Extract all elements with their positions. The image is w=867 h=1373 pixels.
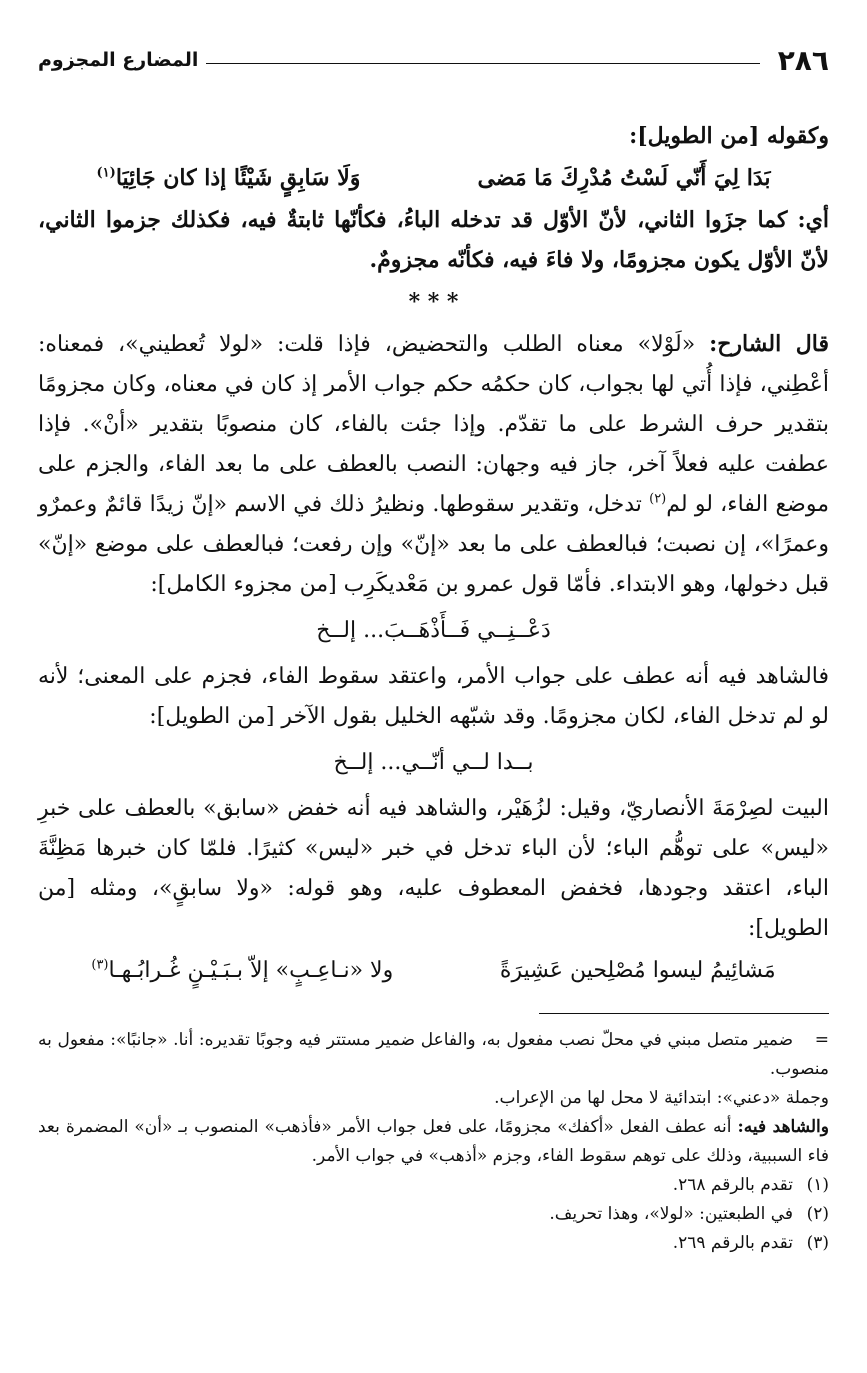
paragraph-1: أي: كما جزَوا الثاني، لأنّ الأوّل قد تدخله الباءُ، فكأنّها ثابتةٌ فيه، فكذلك جزموا الثاني، لأنّ الأوّل يكون مجزومًا، ولا فاءَ فيه، فكأنّه مجزومٌ. — [38, 207, 829, 273]
paragraph-3: فالشاهد فيه أنه عطف على جواب الأمر، واعتقد سقوط الفاء، فجزم على المعنى؛ لأنه لو لم تدخل الفاء، لكان مجزومًا. وقد شبّهه الخليل بقول الآخر [من الطويل]: — [38, 664, 829, 729]
paragraph-4: البيت لصِرْمَةَ الأنصاريّ، وقيل: لزُهَيْر، والشاهد فيه أنه خفض «سابق» بالعطف على خبرِ «ليس» على توهُّم الباء؛ لأن الباء تدخل في خبر «ليس» كثيرًا. فلمّا كان خبرها مَظِنَّةَ الباء، اعتقد وجودها، فخفض المعطوف عليه، وهو قوله: «ولا سابقٍ»، ومثله [من الطويل]: — [38, 796, 829, 941]
verse-1 — [38, 158, 829, 198]
verse-4-first-hemistich: مَشائِيمُ ليسوا مُصْلِحين عَشِيرَةً — [499, 958, 776, 983]
shahid-label: والشاهد فيه: — [737, 1117, 829, 1137]
footnotes — [38, 1026, 829, 1258]
continuation-mark: = — [814, 1030, 829, 1050]
main-text — [38, 116, 829, 991]
footnote-text: تقدم بالرقم ٢٦٩. — [672, 1233, 793, 1253]
section-divider-stars: * * * — [408, 289, 459, 315]
footnote-continuation-1: =ضمير متصل مبني في محلّ نصب مفعول به، والفاعل ضمير مستتر فيه وجوبًا تقديره: أنا. «جانبًا»: مفعول به منصوب. — [38, 1026, 829, 1084]
footnote-number: (١) — [806, 1175, 829, 1195]
page-header — [38, 40, 829, 80]
footnote-continuation-2: وجملة «دعني»: ابتدائية لا محل لها من الإعراب. — [494, 1088, 829, 1108]
verse-4 — [38, 951, 829, 991]
footnote-item — [38, 1200, 829, 1229]
footnote-item — [38, 1229, 829, 1258]
footnote-ref-1: (١) — [96, 165, 116, 181]
footnote-separator — [539, 1013, 829, 1014]
footnote-text: في الطبعتين: «لولا»، وهذا تحريف. — [549, 1204, 793, 1224]
running-title: المضارع المجزوم — [38, 49, 199, 71]
verse-1-first-hemistich: بَدَا لِيَ أَنّي لَسْتُ مُدْرِكَ مَا مَضى — [477, 165, 771, 191]
verse-2: دَعْــنِــي فَــأَذْهَــبَ... إلــخ — [316, 618, 551, 643]
sharih-label: قال الشارح: — [709, 331, 829, 357]
page-number: ٢٨٦ — [777, 43, 829, 77]
intro-line: وكقوله [من الطويل]: — [629, 123, 829, 149]
verse-3: بــدا لــي أنّــي... إلــخ — [333, 750, 534, 775]
verse-4-second-hemistich: ولا «نـاعِـبٍ» إلاّ بـبَـيْـنٍ غُـرابُـهـا$^{(٣)}$ — [91, 957, 394, 983]
footnote-ref-3: (٣) — [91, 957, 109, 973]
footnote-text: تقدم بالرقم ٢٦٨. — [672, 1175, 793, 1195]
verse-1-second-hemistich: وَلَا سَابِقٍ شَيْئًا إذا كان جَائِيَا$^{(١)}$ — [96, 165, 361, 191]
footnote-number: (٣) — [806, 1233, 829, 1253]
footnote-number: (٢) — [806, 1204, 829, 1224]
footnote-continuation-3: والشاهد فيه: أنه عطف الفعل «أكفك» مجزومًا، على فعل جواب الأمر «فأذهب» المنصوب بـ «أن» المضمرة بعد فاء السببية، وذلك على توهم سقوط الفاء، وجزم «أذهب» في جواب الأمر. — [38, 1117, 829, 1166]
footnote-ref-2: (٢) — [649, 491, 667, 507]
paragraph-2: قال الشارح: «لَوْلا» معناه الطلب والتحضيض، فإذا قلت: «لولا تُعطيني»، فمعناه: أعْطِني، فإذا أُتي لها بجواب، كان حكمُه حكم جواب الأمر إذ كان في معناه، وكان مجزومًا بتقدير حرف الشرط على ما تقدّم. وإذا جئت بالفاء، كان منصوبًا بتقدير «أنْ». فإذا عطفت عليه فعلاً آخر، جاز فيه وجهان: النصب بالعطف على ما بعد الفاء، والجزم على موضع الفاء، لو لم$^{(٢)}$ تدخل، وتقدير سقوطها. ونظيرُ ذلك في الاسم «إنّ زيدًا قائمٌ وعمرٌو وعمرًا»، إن نصبت؛ فبالعطف على ما بعد «إنّ» وإن رفعت؛ فبالعطف على موضع «إنّ» قبل دخولها، وهو الابتداء. فأمّا قول عمرو بن مَعْديكَرِب [من مجزوء الكامل]: — [38, 331, 829, 597]
footnote-item — [38, 1171, 829, 1200]
header-rule — [206, 63, 759, 64]
